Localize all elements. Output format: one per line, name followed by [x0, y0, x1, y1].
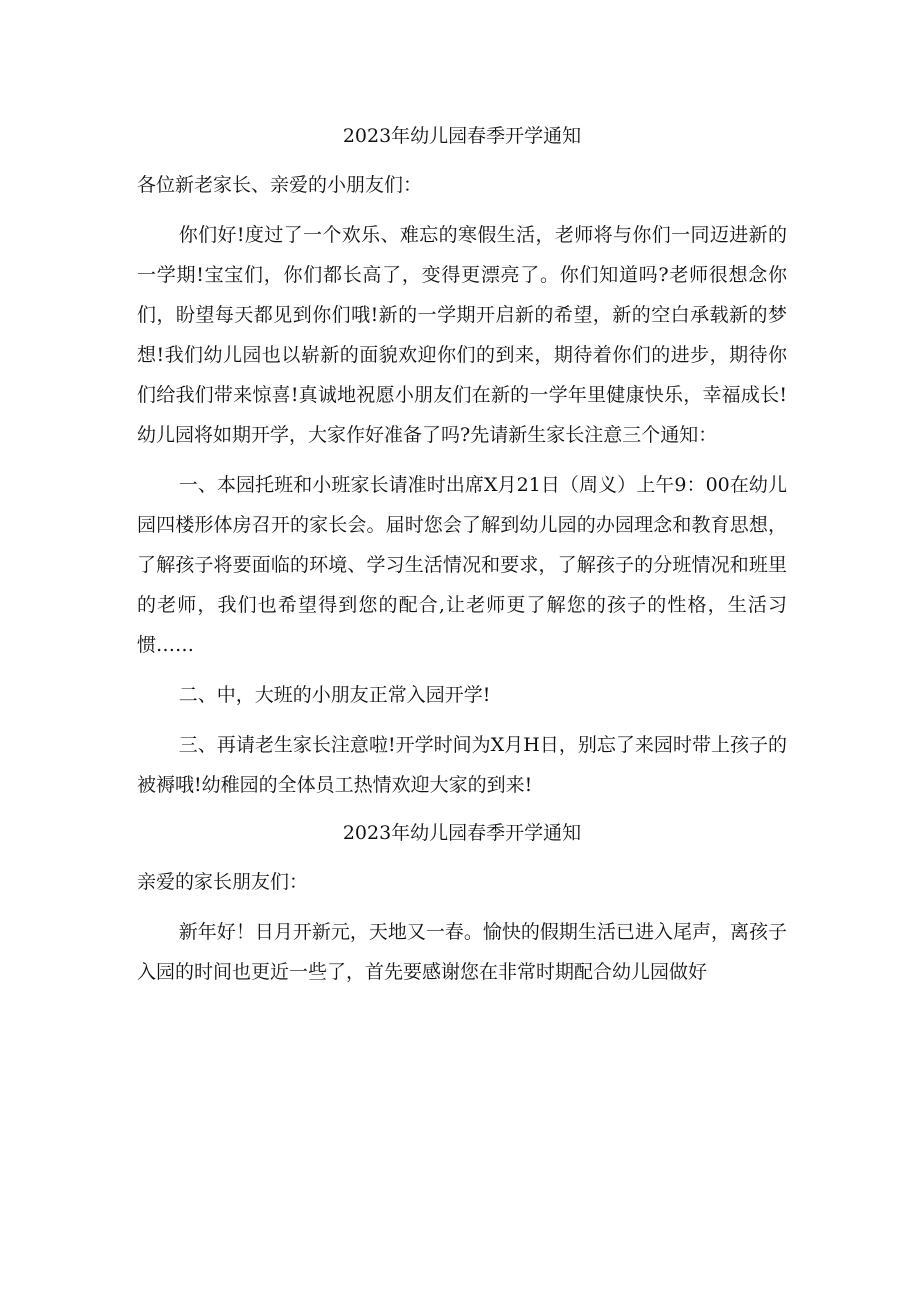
notice-title: 2023年幼儿园春季开学通知 [342, 822, 582, 844]
notice-paragraph: 新年好！日月开新元，天地又一春。愉快的假期生活已进入尾声，离孩子入园的时间也更近一些了，首先要感谢您在非常时期配合幼儿园做好 [137, 921, 787, 983]
notice-2 [137, 815, 787, 992]
notice-greeting: 各位新老家长、亲爱的小朋友们： [137, 174, 423, 196]
notice-paragraph: 三、再请老生家长注意啦!开学时间为X月H日，别忘了来园时带上孩子的被褥哦!幼稚园的全体员工热情欢迎大家的到来! [137, 734, 787, 796]
notice-paragraph: 二、中，大班的小朋友正常入园开学! [178, 684, 491, 706]
notice-greeting: 亲爱的家长朋友们： [137, 871, 309, 893]
notice-paragraph: 一、本园托班和小班家长请准时出席X月21日（周义）上午9：00在幼儿园四楼形体房召开的家长会。届时您会了解到幼儿园的办园理念和教育思想，了解孩子将要面临的环境、学习生活情况和要求，了解孩子的分班情况和班里的老师，我们也希望得到您的配合,让老师更了解您的孩子的性格，生活习惯…… [137, 474, 787, 656]
notice-1 [137, 118, 787, 805]
notice-title: 2023年幼儿园春季开学通知 [342, 125, 582, 147]
document-body [137, 118, 787, 992]
notice-paragraph: 你们好!度过了一个欢乐、难忘的寒假生活，老师将与你们一同迈进新的一学期!宝宝们，你们都长高了，变得更漂亮了。你们知道吗?老师很想念你们，盼望每天都见到你们哦!新的一学期开启新的希望，新的空白承载新的梦想!我们幼儿园也以崭新的面貌欢迎你们的到来，期待着你们的进步，期待你们给我们带来惊喜!真诚地祝愿小朋友们在新的一学年里健康快乐，幸福成长!幼儿园将如期开学，大家作好准备了吗?先请新生家长注意三个通知： [137, 224, 787, 446]
